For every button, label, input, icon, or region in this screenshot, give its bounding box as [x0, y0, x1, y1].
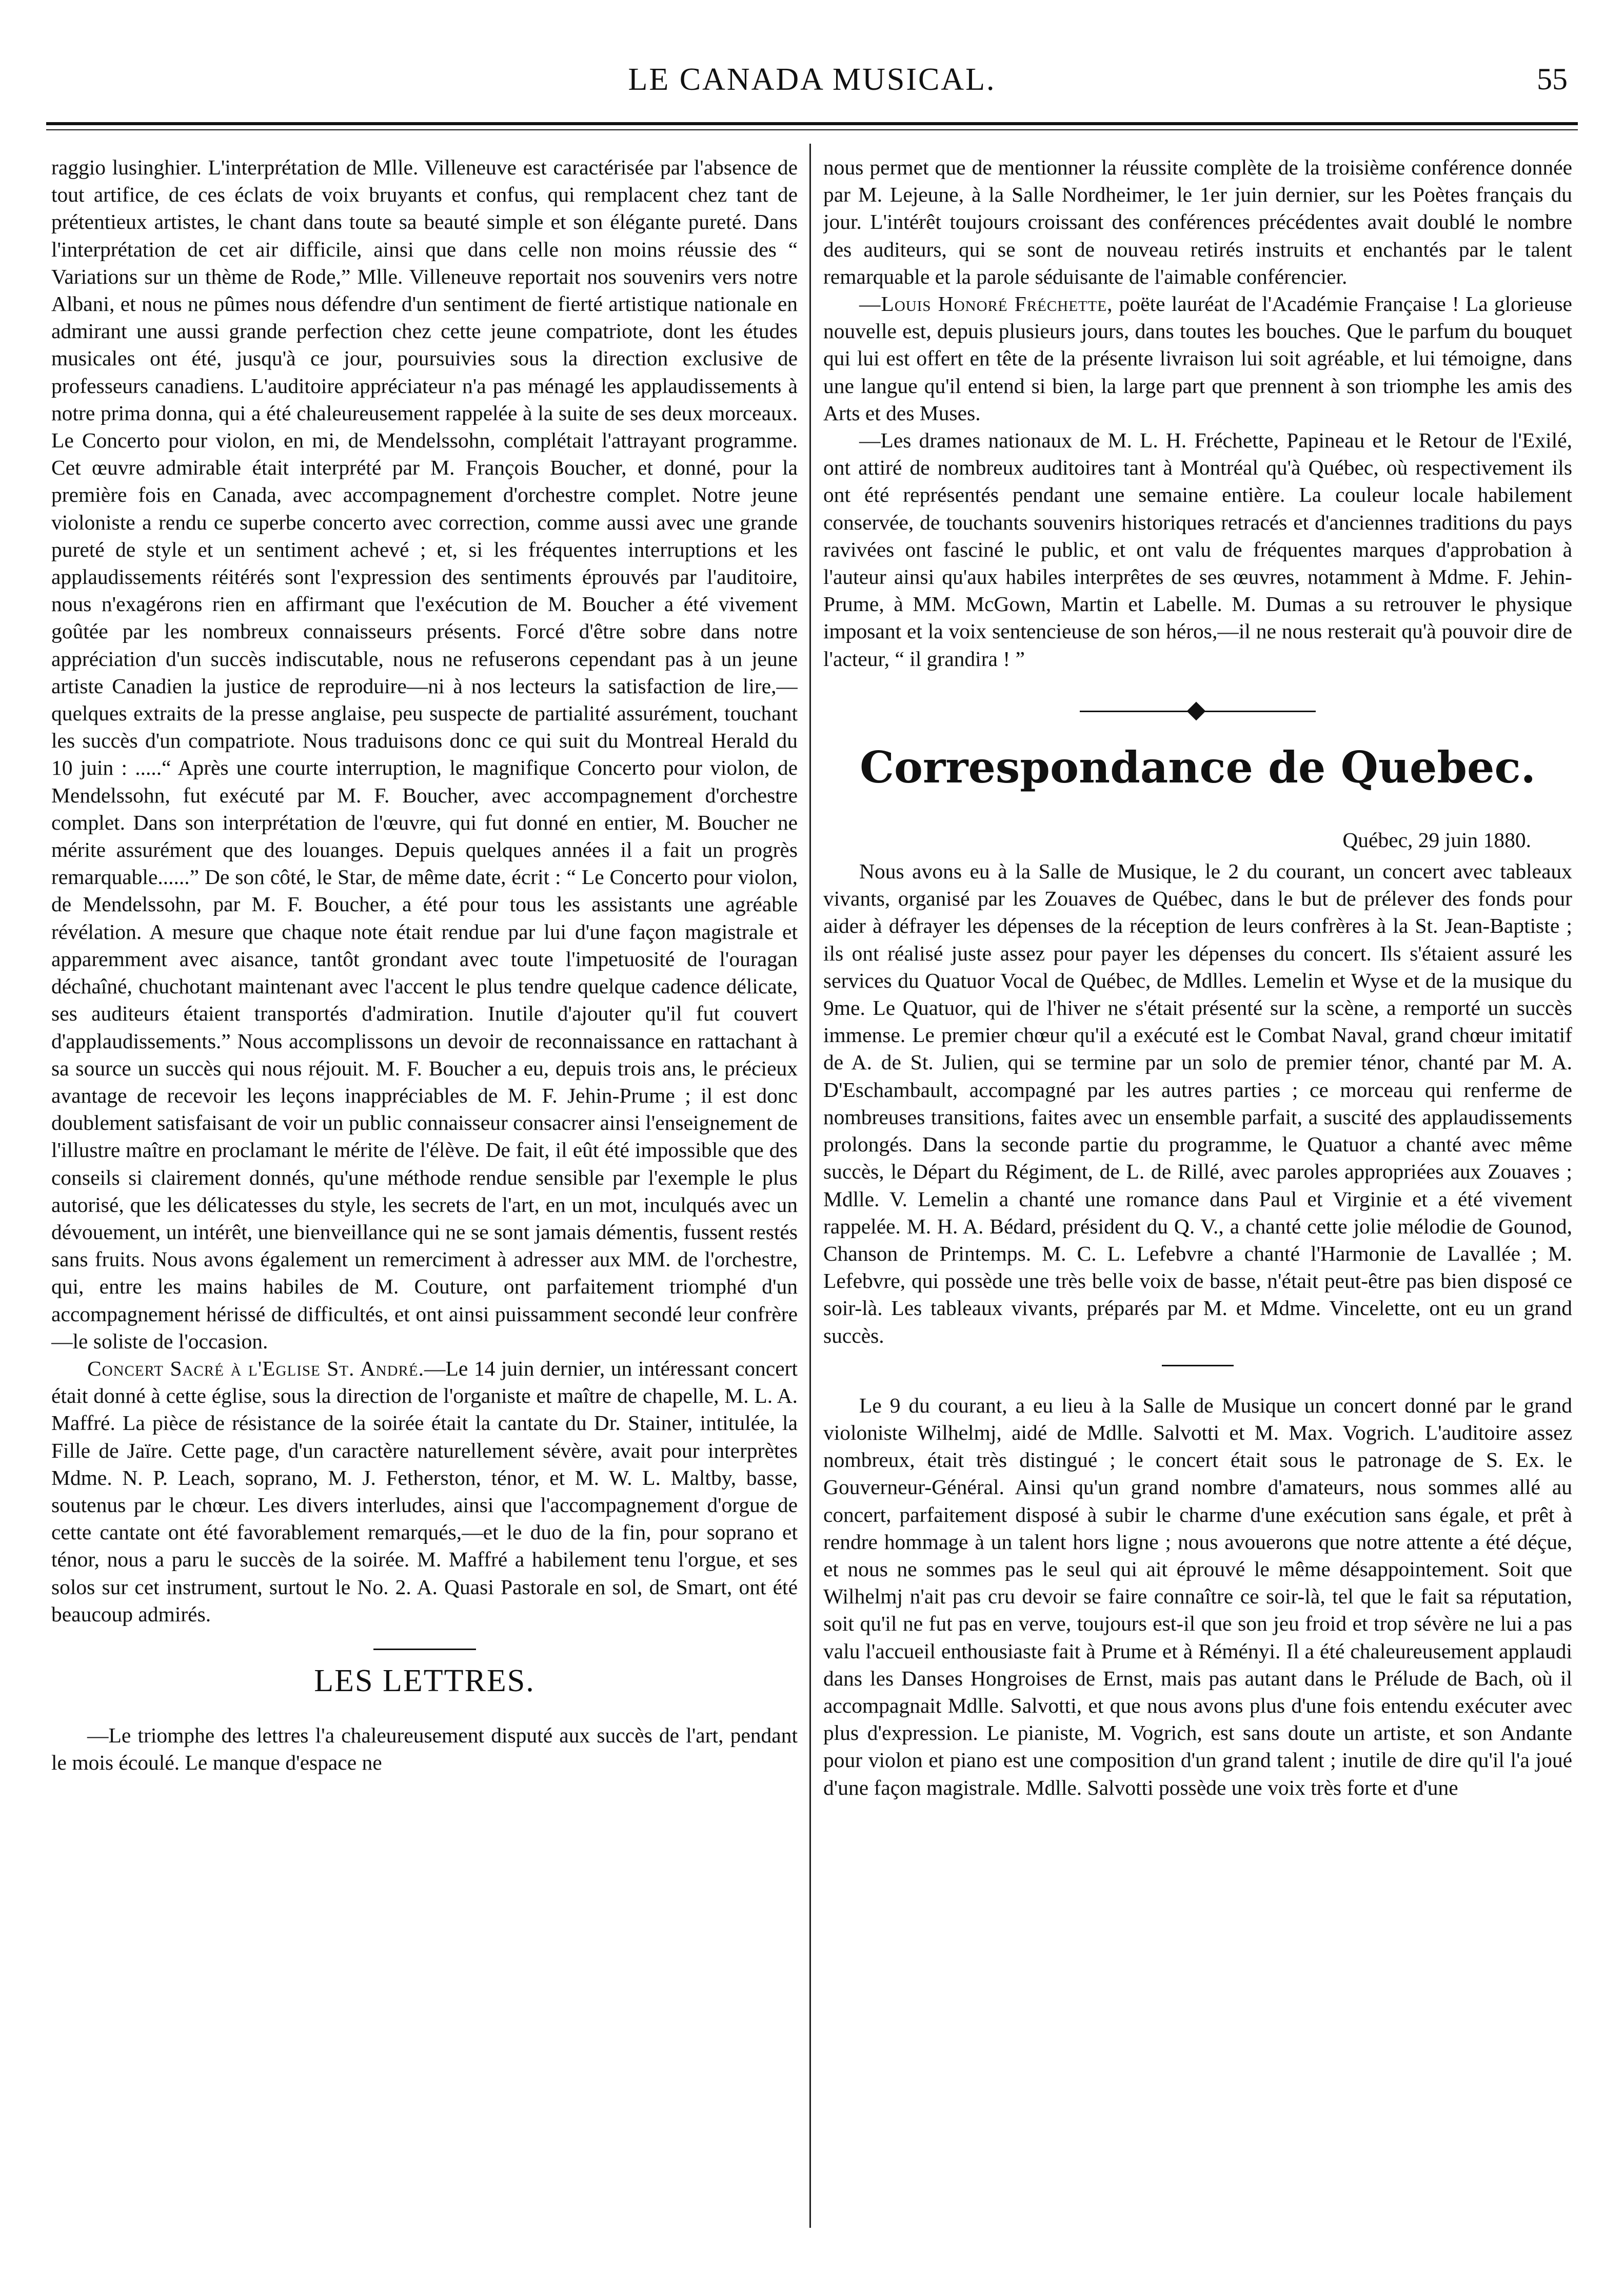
- right-column: [823, 154, 1572, 2243]
- paragraph-heading: Concert Sacré à l'Eglise St. André.: [87, 1356, 424, 1380]
- masthead-title: LE CANADA MUSICAL.: [628, 62, 996, 97]
- article-paragraph: raggio lusinghier. L'interprétation de Mlle. Villeneuve est caractérisée par l'absence de tout artifice, de ces éclats de voix bruyants et confus, qui remplacent chez tant de prétentieux artistes, le chant dans toute sa beauté simple et son élégante pureté. Dans l'interprétation de cet air difficile, ainsi que dans celle non moins réussie des “ Variations sur un thème de Rode,” Mlle. Villeneuve reportait nos souvenirs vers notre Albani, et nous ne pûmes nous défendre d'un sentiment de fierté artistique nationale en admirant une aussi grande perfection chez cette jeune compatriote, dont les études musicales ont été, jusqu'à ce jour, poursuivies sous la direction exclusive de professeurs canadiens. L'auditoire appréciateur n'a pas ménagé les applaudissements à notre prima donna, qui a été chaleureusement rappelée à la suite de ses deux morceaux. Le Concerto pour violon, en mi, de Mendelssohn, complétait l'attrayant programme. Cet œuvre admirable était interprété par M. François Boucher, et donné, pour la première fois en Canada, avec accompagnement d'orchestre complet. Notre jeune violoniste a rendu ce superbe concerto avec correction, comme aussi avec une grande pureté de style et un sentiment achevé ; et, si les fréquentes interruptions et les applaudissements réitérés sont l'expression des sentiments éprouvés par l'auditoire, nous n'exagérons rien en affirmant que l'exécution de M. Boucher a été vivement goûtée par les nombreux connaisseurs présents. Forcé d'être sobre dans notre appréciation d'un succès indiscutable, nous ne refuserons cependant pas à un jeune artiste Canadien la justice de reproduire—ni à nos lecteurs la satisfaction de lire,—quelques extraits de la presse anglaise, peu suspecte de partialité assurément, touchant les succès d'un compatriote. Nous traduisons donc ce qui suit du Montreal Herald du 10 juin : .....“ Après une courte interruption, le magnifique Concerto pour violon, de Mendelssohn, fut exécuté par M. F. Boucher, avec accompagnement d'orchestre complet. Dans son interprétation de l'œuvre, qui fut donné en entier, M. Boucher ne mérite assurément que des louanges. Depuis quelques années il a fait un progrès remarquable......” De son côté, le Star, de même date, écrit : “ Le Concerto pour violon, de Mendelssohn, par M. F. Boucher, a été pour tous les assistants une agréable révélation. A mesure que chaque note était rendue par lui d'une façon magistrale et apparemment avec aisance, tantôt grondant avec toute l'impetuosité de l'ouragan déchaîné, chuchotant maintenant avec l'accent le plus tendre quelque cadence délicate, ses auditeurs étaient transportés d'admiration. Inutile d'ajouter qu'il fut couvert d'applaudissements.” Nous accomplissons un devoir de reconnaissance en rattachant à sa source un succès qui nous réjouit. M. F. Boucher a eu, depuis trois ans, le précieux avantage de recevoir les leçons inappréciables de M. F. Jehin-Prume ; il est donc doublement satisfaisant de voir un public connaisseur consacrer ainsi l'enseignement de l'illustre maître en proclamant le mérite de l'élève. De fait, il eût été impossible que des conseils si clairement donnés, qu'une méthode rendue sensible par l'exemple le plus autorisé, que les délicatesses du style, les secrets de l'art, en un mot, inculqués avec un dévouement, un intérêt, une bienveillance qui ne se sont jamais démentis, fussent restés sans fruits. Nous avons également un remerciment à adresser aux MM. de l'orchestre, qui, entre les mains habiles de M. Couture, ont parfaitement triomphé d'un accompagnement hérissé de difficultés, et ont ainsi puissamment secondé leur confrère—le soliste de l'occasion.: [51, 155, 798, 1353]
- ornament-divider: [823, 693, 1572, 729]
- column-divider: [809, 144, 811, 2228]
- article-paragraph: Nous avons eu à la Salle de Musique, le 2 du courant, un concert avec tableaux vivants, organisé par les Zouaves de Québec, dans le but de prélever des fonds pour aider à défrayer les dépenses de la réception de leurs confrères à la St. Jean-Baptiste ; ils ont réalisé juste assez pour payer les dépenses du concert. Ils s'étaient assuré les services du Quatuor Vocal de Québec, de Mdlles. Lemelin et Wyse et de la musique du 9me. Le Quatuor, qui de l'hiver ne s'était présenté sur la scène, a remporté un succès immense. Le premier chœur qu'il a exécuté est le Combat Naval, grand chœur imitatif de A. de St. Julien, qui se termine par un solo de premier ténor, chanté par M. A. D'Eschambault, accompagné par les autres parties ; ce morceau qui renferme de nombreuses transitions, faites avec un ensemble parfait, a suscité des applaudissements prolongés. Dans la seconde partie du programme, le Quatuor a chanté avec même succès, le Départ du Régiment, de L. de Rillé, avec paroles appropriées aux Zouaves ; Mdlle. V. Lemelin a chanté une romance dans Paul et Virginie et a été vivement rappelée. M. H. A. Bédard, président du Q. V., a chanté cette jolie mélodie de Gounod, Chanson de Printemps. M. C. L. Lefebvre a chanté l'Harmonie de Lavallée ; M. Lefebvre, qui possède une très belle voix de basse, n'était peut-être pas bien disposé ce soir-là. Les tableaux vivants, préparés par M. et Mdme. Vincelette, ont eu un grand succès.: [823, 859, 1572, 1347]
- header-rule-thin: [46, 129, 1578, 130]
- article-paragraph: Le 9 du courant, a eu lieu à la Salle de Musique un concert donné par le grand violoniste Wilhelmj, aidé de Mdlle. Salvotti et M. Max. Vogrich. L'auditoire assez nombreux, était très distingué ; le concert était sous le patronage de S. Ex. le Gouverneur-Général. Ainsi qu'un grand nombre d'amateurs, nous sommes allé au concert, parfaitement disposé à subir le charme d'une exécution sans égale, et prêt à rendre hommage à un talent hors ligne ; nous avouerons que notre attente a été déçue, et nous ne sommes pas le seul qui ait éprouvé le même désappointement. Soit que Wilhelmj n'ait pas cru devoir se faire connaître ce soir-là, tel que le fait sa réputation, soit qu'il ne fut pas en verve, toujours est-il que son jeu froid et trop sévère ne lui a pas valu l'accueil enthousiaste fait à Prume et à Réményi. Il a été chaleureusement applaudi dans les Danses Hongroises de Ernst, mais pas autant dans le Prélude de Bach, où il accompagnait Mdlle. Salvotti, et que nous avons plus d'une fois entendu exécuter avec plus d'expression. Le pianiste, M. Vogrich, est sans doute un artiste, et son Andante pour violon et piano est une composition d'un grand talent ; inutile de dire qu'il l'a joué d'une façon magistrale. Mdlle. Salvotti possède une voix très forte et d'une: [823, 1393, 1572, 1799]
- header-rule-thick: [46, 122, 1578, 125]
- paragraph-text: —Le 14 juin dernier, un intéressant concert était donné à cette église, sous la direction de l'organiste et maître de chapelle, M. L. A. Maffré. La pièce de résistance de la soirée était la cantate du Dr. Stainer, intitulée, la Fille de Jaïre. Cette page, d'un caractère naturellement sévère, avait pour interprètes Mdme. N. P. Leach, soprano, M. J. Fetherston, ténor, et M. W. L. Maltby, basse, soutenus par le chœur. Les divers interludes, ainsi que l'accompagnement d'orgue de cette cantate ont été favorablement remarqués,—et le duo de la fin, pour soprano et ténor, nous a paru le succès de la soirée. M. Maffré a habilement tenu l'orgue, et ses solos sur cet instrument, surtout le No. 2. A. Quasi Pastorale en sol, de Smart, ont été beaucoup admirés.: [51, 1356, 798, 1626]
- section-title-correspondance: Correspondance de Quebec.: [860, 741, 1536, 793]
- section-rule: [373, 1649, 476, 1650]
- article-paragraph: [51, 1355, 798, 1628]
- article-paragraph: —Les drames nationaux de M. L. H. Fréchette, Papineau et le Retour de l'Exilé, ont attiré de nombreux auditoires tant à Montréal qu'à Québec, où respectivement ils ont été représentés pendant une semaine entière. La couleur locale habilement conservée, de touchants souvenirs historiques retracés et d'anciennes traditions du pays ravivées ont fasciné le public, et ont valu de fréquentes marques d'approbation à l'auteur ainsi qu'aux habiles interprêtes de ses œuvres, notamment à Mdme. F. Jehin-Prume, à MM. McGown, Martin et Labelle. M. Dumas a su retrouver le physique imposant et la voix sentencieuse de son héros,—il ne nous resterait qu'à pouvoir dire de l'acteur, “ il grandira ! ”: [823, 428, 1572, 671]
- left-column: [51, 154, 798, 2243]
- article-paragraph: nous permet que de mentionner la réussite complète de la troisième conférence donnée par M. Lejeune, à la Salle Nordheimer, le 1er juin dernier, sur les Poètes français du jour. L'intérêt toujours croissant des conférences précédentes avait doublé le nombre des auditeurs, qui se sont de nouveau retirés instruits et enchantés par le talent remarquable et la parole séduisante de l'aimable conférencier.: [823, 155, 1572, 288]
- dateline: Québec, 29 juin 1880.: [1342, 828, 1531, 852]
- paragraph-separator: [1162, 1365, 1234, 1366]
- paragraph-heading: —Louis Honoré Fréchette,: [859, 292, 1113, 316]
- article-paragraph: [823, 290, 1572, 427]
- ornament-diamond-icon: [1187, 701, 1206, 720]
- article-paragraph: —Le triomphe des lettres l'a chaleureusement disputé aux succès de l'art, pendant le mois écoulé. Le manque d'espace ne: [51, 1723, 798, 1775]
- page-number: 55: [1537, 62, 1568, 96]
- paragraph-text: poëte lauréat de l'Académie Française ! La glorieuse nouvelle est, depuis plusieurs jours, dans toutes les bouches. Que le parfum du bouquet qui lui est offert en tête de la présente livraison lui soit agréable, et lui témoigne, dans une langue qu'il entend si bien, la large part que prennent à son triomphe les amis des Arts et des Muses.: [823, 292, 1572, 425]
- page-header: [56, 62, 1568, 113]
- section-title-lettres: LES LETTRES.: [314, 1663, 535, 1698]
